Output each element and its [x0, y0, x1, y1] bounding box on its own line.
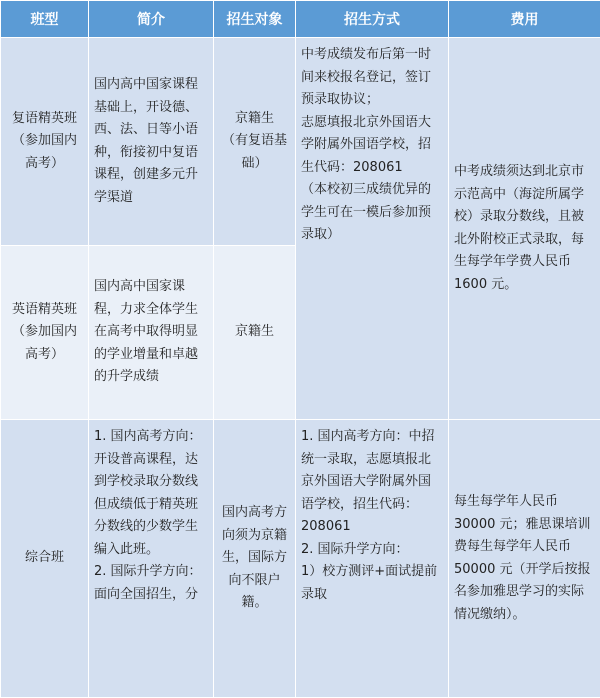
intro-cell: 国内高中国家课程，力求全体学生在高考中取得明显的学业增量和卓越的升学成绩 [89, 246, 214, 420]
intro-cell: 1. 国内高考方向：开设普高课程，达到学校录取分数线但成绩低于精英班分数线的少数学生编入此班。 2. 国际升学方向：面向全国招生，分 [89, 420, 214, 698]
header-intro: 简介 [89, 1, 214, 38]
class-name-cell: 综合班 [1, 420, 89, 698]
header-fee: 费用 [449, 1, 600, 38]
header-target: 招生对象 [214, 1, 296, 38]
method-cell: 1. 国内高考方向：中招统一录取，志愿填报北京外国语大学附属外国语学校，招生代码：208061 2. 国际升学方向： 1）校方测评+面试提前录取 [296, 420, 449, 698]
header-row [1, 1, 600, 38]
header-method: 招生方式 [296, 1, 449, 38]
target-cell: 京籍生 [214, 246, 296, 420]
target-cell: 京籍生 （有复语基 础） [214, 38, 296, 246]
header-class-type: 班型 [1, 1, 89, 38]
target-cell: 国内高考方 向须为京籍 生，国际方 向不限户 籍。 [214, 420, 296, 698]
table-row [1, 38, 600, 246]
class-name-cell: 英语精英班 （参加国内 高考） [1, 246, 89, 420]
table-row [1, 420, 600, 698]
fee-cell: 每生每学年人民币 30000 元；雅思课培训费每生每学年人民币 50000 元（开学后按报名参加雅思学习的实际情况缴纳）。 [449, 420, 600, 698]
intro-cell: 国内高中国家课程基础上，开设德、西、法、日等小语种，衔接初中复语课程，创建多元升学渠道 [89, 38, 214, 246]
class-name-cell: 复语精英班 （参加国内 高考） [1, 38, 89, 246]
shared-fee-cell: 中考成绩须达到北京市示范高中（海淀所属学校）录取分数线，且被北外附校正式录取，每生每学年学费人民币 1600 元。 [449, 38, 600, 420]
shared-method-cell: 中考成绩发布后第一时间来校报名登记，签订预录取协议； 志愿填报北京外国语大学附属外国语学校，招生代码：208061 （本校初三成绩优异的学生可在一模后参加预录取） [296, 38, 449, 420]
